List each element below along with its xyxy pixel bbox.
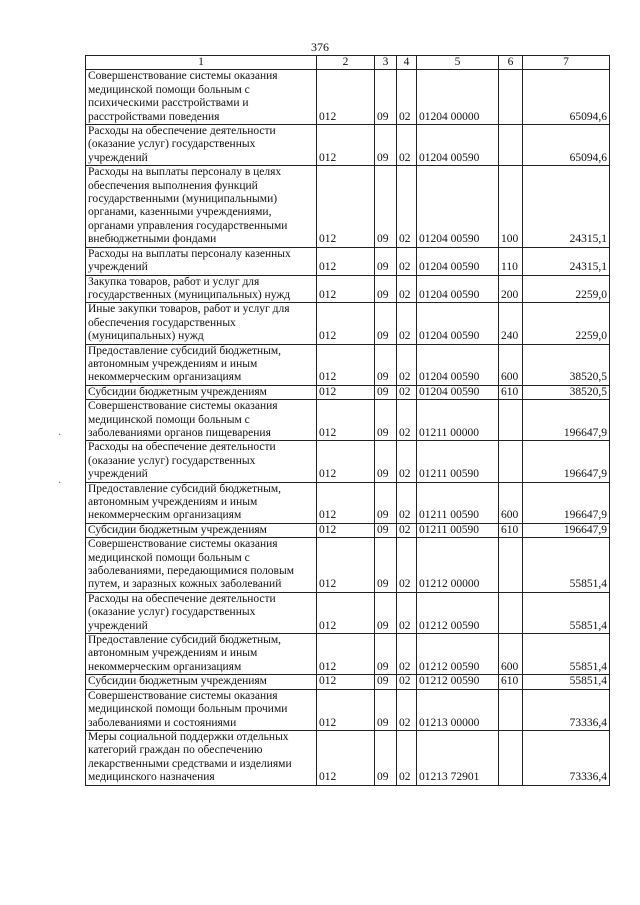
header-cell: 2 xyxy=(317,56,375,70)
subsection-code-cell: 02 xyxy=(397,125,417,166)
row-name-cell: Иные закупки товаров, работ и услуг для обеспечения государственных (муниципальных) нужд xyxy=(86,303,317,344)
section-code-cell: 09 xyxy=(375,303,397,344)
ministry-code-cell: 012 xyxy=(317,634,375,675)
ministry-code-cell: 012 xyxy=(317,125,375,166)
expense-type-cell: 100 xyxy=(499,166,523,247)
amount-cell: 196647,9 xyxy=(523,482,610,523)
table-row xyxy=(86,385,610,399)
amount-cell: 55851,4 xyxy=(523,675,610,689)
budget-table xyxy=(85,55,610,786)
amount-cell: 196647,9 xyxy=(523,441,610,482)
subsection-code-cell: 02 xyxy=(397,441,417,482)
header-cell: 1 xyxy=(86,56,317,70)
page-number: 376 xyxy=(311,40,329,54)
expense-type-cell xyxy=(499,441,523,482)
section-code-cell: 09 xyxy=(375,730,397,785)
table-row xyxy=(86,592,610,633)
section-code-cell: 09 xyxy=(375,689,397,730)
row-name-cell: Субсидии бюджетным учреждениям xyxy=(86,385,317,399)
subsection-code-cell: 02 xyxy=(397,675,417,689)
section-code-cell: 09 xyxy=(375,482,397,523)
target-article-cell: 01213 00000 xyxy=(417,689,499,730)
subsection-code-cell: 02 xyxy=(397,482,417,523)
ministry-code-cell: 012 xyxy=(317,385,375,399)
row-name-cell: Расходы на выплаты персоналу казенных учреждений xyxy=(86,247,317,275)
target-article-cell: 01212 00000 xyxy=(417,538,499,593)
subsection-code-cell: 02 xyxy=(397,634,417,675)
header-cell: 3 xyxy=(375,56,397,70)
subsection-code-cell: 02 xyxy=(397,344,417,385)
expense-type-cell: 610 xyxy=(499,675,523,689)
expense-type-cell xyxy=(499,400,523,441)
subsection-code-cell: 02 xyxy=(397,538,417,593)
table-row xyxy=(86,125,610,166)
amount-cell: 65094,6 xyxy=(523,125,610,166)
ministry-code-cell: 012 xyxy=(317,675,375,689)
target-article-cell: 01212 00590 xyxy=(417,634,499,675)
expense-type-cell xyxy=(499,592,523,633)
table-row xyxy=(86,275,610,303)
section-code-cell: 09 xyxy=(375,344,397,385)
table-row xyxy=(86,523,610,537)
row-name-cell: Совершенствование системы оказания медицинской помощи больным с заболеваниями, передающимися половым путем, и заразных кожных заболеваний xyxy=(86,538,317,593)
section-code-cell: 09 xyxy=(375,166,397,247)
expense-type-cell: 610 xyxy=(499,385,523,399)
amount-cell: 73336,4 xyxy=(523,689,610,730)
expense-type-cell xyxy=(499,538,523,593)
row-name-cell: Расходы на обеспечение деятельности (оказание услуг) государственных учреждений xyxy=(86,441,317,482)
expense-type-cell: 600 xyxy=(499,344,523,385)
section-code-cell: 09 xyxy=(375,275,397,303)
subsection-code-cell: 02 xyxy=(397,303,417,344)
margin-specks: · · xyxy=(58,430,62,489)
table-row xyxy=(86,730,610,785)
section-code-cell: 09 xyxy=(375,70,397,125)
table-row xyxy=(86,303,610,344)
row-name-cell: Расходы на обеспечение деятельности (оказание услуг) государственных учреждений xyxy=(86,592,317,633)
section-code-cell: 09 xyxy=(375,441,397,482)
subsection-code-cell: 02 xyxy=(397,689,417,730)
table-row xyxy=(86,689,610,730)
ministry-code-cell: 012 xyxy=(317,166,375,247)
expense-type-cell: 110 xyxy=(499,247,523,275)
row-name-cell: Совершенствование системы оказания медицинской помощи больным с заболеваниями органов пищеварения xyxy=(86,400,317,441)
ministry-code-cell: 012 xyxy=(317,730,375,785)
table-row xyxy=(86,344,610,385)
subsection-code-cell: 02 xyxy=(397,166,417,247)
table-row xyxy=(86,538,610,593)
section-code-cell: 09 xyxy=(375,675,397,689)
table-row xyxy=(86,400,610,441)
table-row xyxy=(86,166,610,247)
table-row xyxy=(86,675,610,689)
ministry-code-cell: 012 xyxy=(317,592,375,633)
amount-cell: 2259,0 xyxy=(523,303,610,344)
table-row xyxy=(86,482,610,523)
expense-type-cell: 600 xyxy=(499,482,523,523)
target-article-cell: 01204 00590 xyxy=(417,344,499,385)
subsection-code-cell: 02 xyxy=(397,385,417,399)
ministry-code-cell: 012 xyxy=(317,344,375,385)
ministry-code-cell: 012 xyxy=(317,523,375,537)
amount-cell: 2259,0 xyxy=(523,275,610,303)
target-article-cell: 01212 00590 xyxy=(417,675,499,689)
subsection-code-cell: 02 xyxy=(397,247,417,275)
expense-type-cell xyxy=(499,730,523,785)
subsection-code-cell: 02 xyxy=(397,523,417,537)
amount-cell: 55851,4 xyxy=(523,592,610,633)
subsection-code-cell: 02 xyxy=(397,730,417,785)
target-article-cell: 01211 00590 xyxy=(417,441,499,482)
table-header-row xyxy=(86,56,610,70)
row-name-cell: Предоставление субсидий бюджетным, автономным учреждениям и иным некоммерческим организациям xyxy=(86,482,317,523)
expense-type-cell: 200 xyxy=(499,275,523,303)
table-row xyxy=(86,70,610,125)
expense-type-cell: 610 xyxy=(499,523,523,537)
table-row xyxy=(86,247,610,275)
target-article-cell: 01204 00590 xyxy=(417,385,499,399)
target-article-cell: 01204 00590 xyxy=(417,125,499,166)
target-article-cell: 01211 00590 xyxy=(417,482,499,523)
target-article-cell: 01204 00000 xyxy=(417,70,499,125)
section-code-cell: 09 xyxy=(375,634,397,675)
amount-cell: 73336,4 xyxy=(523,730,610,785)
amount-cell: 55851,4 xyxy=(523,538,610,593)
table-row xyxy=(86,441,610,482)
header-cell: 4 xyxy=(397,56,417,70)
header-cell: 5 xyxy=(417,56,499,70)
expense-type-cell xyxy=(499,70,523,125)
target-article-cell: 01211 00590 xyxy=(417,523,499,537)
section-code-cell: 09 xyxy=(375,247,397,275)
row-name-cell: Меры социальной поддержки отдельных категорий граждан по обеспечению лекарственными средствами и изделиями медицинского назначения xyxy=(86,730,317,785)
target-article-cell: 01204 00590 xyxy=(417,275,499,303)
row-name-cell: Совершенствование системы оказания медицинской помощи больным с психическими расстройствами и расстройствами поведения xyxy=(86,70,317,125)
expense-type-cell xyxy=(499,125,523,166)
header-cell: 6 xyxy=(499,56,523,70)
subsection-code-cell: 02 xyxy=(397,275,417,303)
section-code-cell: 09 xyxy=(375,592,397,633)
amount-cell: 196647,9 xyxy=(523,400,610,441)
row-name-cell: Предоставление субсидий бюджетным, автономным учреждениям и иным некоммерческим организациям xyxy=(86,634,317,675)
header-cell: 7 xyxy=(523,56,610,70)
section-code-cell: 09 xyxy=(375,523,397,537)
subsection-code-cell: 02 xyxy=(397,592,417,633)
target-article-cell: 01211 00000 xyxy=(417,400,499,441)
ministry-code-cell: 012 xyxy=(317,538,375,593)
ministry-code-cell: 012 xyxy=(317,70,375,125)
amount-cell: 55851,4 xyxy=(523,634,610,675)
amount-cell: 38520,5 xyxy=(523,385,610,399)
section-code-cell: 09 xyxy=(375,385,397,399)
section-code-cell: 09 xyxy=(375,125,397,166)
target-article-cell: 01212 00590 xyxy=(417,592,499,633)
row-name-cell: Субсидии бюджетным учреждениям xyxy=(86,675,317,689)
amount-cell: 65094,6 xyxy=(523,70,610,125)
row-name-cell: Расходы на выплаты персоналу в целях обеспечения выполнения функций государственными (муниципальными) органами, казенными учреждениями, органами управления государственными внебюджетными фондами xyxy=(86,166,317,247)
amount-cell: 196647,9 xyxy=(523,523,610,537)
expense-type-cell xyxy=(499,689,523,730)
expense-type-cell: 240 xyxy=(499,303,523,344)
ministry-code-cell: 012 xyxy=(317,441,375,482)
ministry-code-cell: 012 xyxy=(317,482,375,523)
row-name-cell: Предоставление субсидий бюджетным, автономным учреждениям и иным некоммерческим организациям xyxy=(86,344,317,385)
target-article-cell: 01204 00590 xyxy=(417,166,499,247)
row-name-cell: Совершенствование системы оказания медицинской помощи больным прочими заболеваниями и состояниями xyxy=(86,689,317,730)
ministry-code-cell: 012 xyxy=(317,689,375,730)
ministry-code-cell: 012 xyxy=(317,247,375,275)
subsection-code-cell: 02 xyxy=(397,70,417,125)
table-row xyxy=(86,634,610,675)
row-name-cell: Закупка товаров, работ и услуг для государственных (муниципальных) нужд xyxy=(86,275,317,303)
amount-cell: 24315,1 xyxy=(523,247,610,275)
row-name-cell: Субсидии бюджетным учреждениям xyxy=(86,523,317,537)
section-code-cell: 09 xyxy=(375,400,397,441)
amount-cell: 38520,5 xyxy=(523,344,610,385)
target-article-cell: 01204 00590 xyxy=(417,247,499,275)
target-article-cell: 01213 72901 xyxy=(417,730,499,785)
section-code-cell: 09 xyxy=(375,538,397,593)
amount-cell: 24315,1 xyxy=(523,166,610,247)
row-name-cell: Расходы на обеспечение деятельности (оказание услуг) государственных учреждений xyxy=(86,125,317,166)
ministry-code-cell: 012 xyxy=(317,303,375,344)
target-article-cell: 01204 00590 xyxy=(417,303,499,344)
ministry-code-cell: 012 xyxy=(317,400,375,441)
ministry-code-cell: 012 xyxy=(317,275,375,303)
subsection-code-cell: 02 xyxy=(397,400,417,441)
expense-type-cell: 600 xyxy=(499,634,523,675)
